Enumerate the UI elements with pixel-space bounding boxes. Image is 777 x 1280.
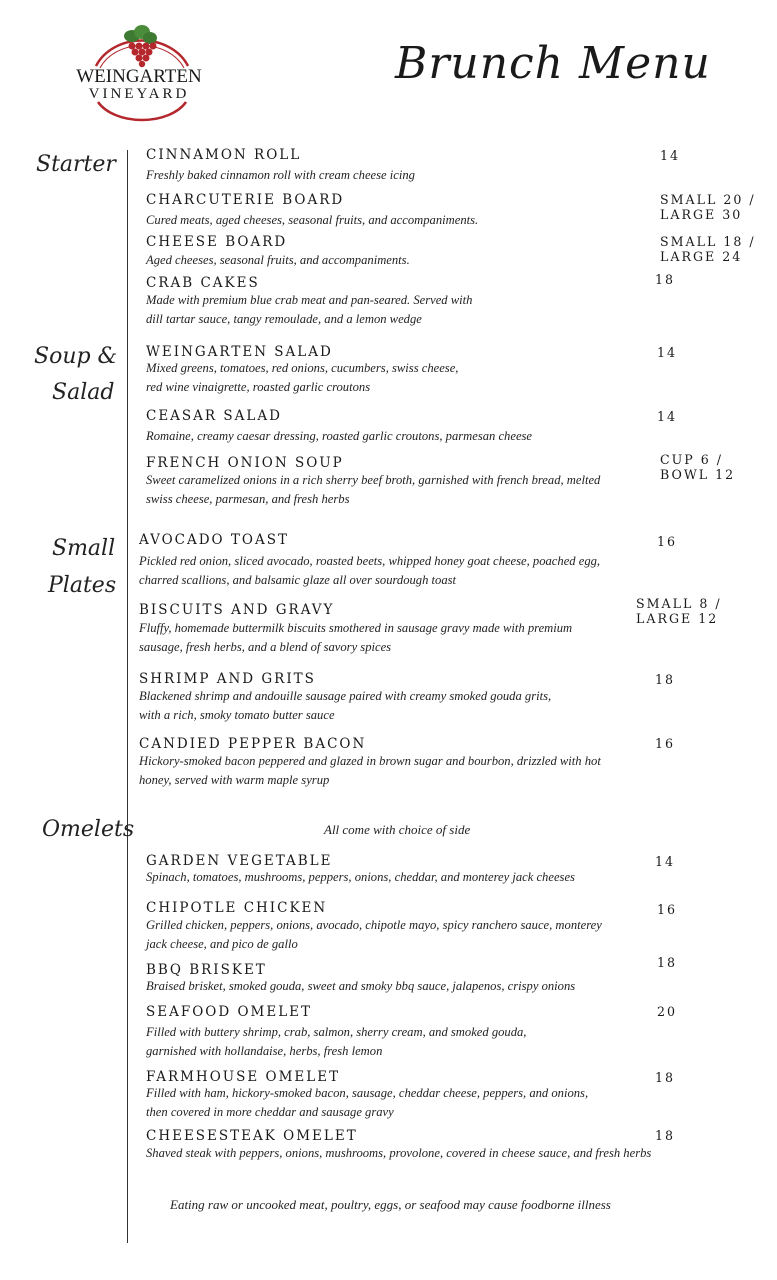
section-starter: Starter [36,152,116,177]
item-description: Braised brisket, smoked gouda, sweet and smoky bbq sauce, jalapenos, crispy onions [146,979,576,993]
item-price: 16 [657,902,678,917]
page-title: Brunch Menu [395,38,711,89]
item-price-line2: LARGE 24 [660,249,743,264]
item-description: Shaved steak with peppers, onions, mushrooms, provolone, covered in cheese sauce, and fresh herbs [146,1146,652,1160]
item-description-line2: charred scallions, and balsamic glaze all over sourdough toast [139,573,457,587]
item-description: Romaine, creamy caesar dressing, roasted garlic croutons, parmesan cheese [146,429,533,443]
item-description-line2: dill tartar sauce, tangy remoulade, and a lemon wedge [146,312,422,326]
item-description: Filled with buttery shrimp, crab, salmon, sherry cream, and smoked gouda, [146,1025,527,1039]
item-description: Mixed greens, tomatoes, red onions, cucumbers, swiss cheese, [146,361,459,375]
item-description-line2: swiss cheese, parmesan, and fresh herbs [146,492,350,506]
item-price: 18 [655,272,676,287]
item-name: AVOCADO TOAST [139,532,289,548]
logo-subtitle: VINEYARD [88,86,190,102]
item-price: 14 [655,854,676,869]
item-name: CINNAMON ROLL [146,147,302,163]
item-name: GARDEN VEGETABLE [146,853,333,869]
section-soup-salad-line1: Soup & [34,344,118,369]
item-description: Filled with ham, hickory-smoked bacon, sausage, cheddar cheese, peppers, and onions, [146,1086,589,1100]
item-description-line2: garnished with hollandaise, herbs, fresh lemon [146,1044,383,1058]
item-description-line2: red wine vinaigrette, roasted garlic croutons [146,380,371,394]
item-price: 18 [655,1070,676,1085]
item-description: Spinach, tomatoes, mushrooms, peppers, onions, cheddar, and monterey jack cheeses [146,870,575,884]
item-description-line2: sausage, fresh herbs, and a blend of savory spices [139,640,392,654]
item-description: Grilled chicken, peppers, onions, avocado, chipotle mayo, spicy ranchero sauce, monterey [146,918,602,932]
item-price: SMALL 18 / [660,234,756,249]
item-name: SEAFOOD OMELET [146,1004,313,1020]
item-description-line2: honey, served with warm maple syrup [139,773,330,787]
item-description: Fluffy, homemade buttermilk biscuits smothered in sausage gravy made with premium [139,621,573,635]
item-price: 20 [657,1004,678,1019]
item-name: CHEESE BOARD [146,234,288,250]
item-description: Aged cheeses, seasonal fruits, and accompaniments. [146,253,410,267]
section-small-plates-line2: Plates [48,573,117,598]
item-name: FARMHOUSE OMELET [146,1069,341,1085]
item-price: SMALL 8 / [636,596,722,611]
item-description-line2: with a rich, smoky tomato butter sauce [139,708,335,722]
footer-disclaimer: Eating raw or uncooked meat, poultry, eggs, or seafood may cause foodborne illness [170,1197,611,1212]
item-description-line2: jack cheese, and pico de gallo [146,937,298,951]
item-price: 14 [657,409,678,424]
item-price: 18 [655,1128,676,1143]
item-price: 16 [655,736,676,751]
section-small-plates-line1: Small [52,536,116,561]
logo-name: WEINGARTEN [76,66,202,87]
item-name: CHARCUTERIE BOARD [146,192,345,208]
item-description: Sweet caramelized onions in a rich sherry beef broth, garnished with french bread, melted [146,473,601,487]
item-price: 14 [657,345,678,360]
section-soup-salad-line2: Salad [52,380,115,405]
item-description: Cured meats, aged cheeses, seasonal fruits, and accompaniments. [146,213,479,227]
vertical-divider [127,150,128,1243]
item-name: BISCUITS AND GRAVY [139,602,335,618]
item-name: CHEESESTEAK OMELET [146,1128,358,1144]
item-name: BBQ BRISKET [146,962,267,978]
item-price: 16 [657,534,678,549]
item-name: CRAB CAKES [146,275,260,291]
item-name: CANDIED PEPPER BACON [139,736,367,752]
item-price: 18 [655,672,676,687]
item-description: Blackened shrimp and andouille sausage paired with creamy smoked gouda grits, [139,689,552,703]
omelets-side-note: All come with choice of side [324,822,471,837]
item-price-line2: LARGE 12 [636,611,719,626]
item-price: 18 [657,955,678,970]
item-price: SMALL 20 / [660,192,756,207]
item-price: 14 [660,148,681,163]
item-name: CEASAR SALAD [146,408,282,424]
item-description: Pickled red onion, sliced avocado, roasted beets, whipped honey goat cheese, poached egg, [139,554,601,568]
item-description: Freshly baked cinnamon roll with cream cheese icing [146,168,415,182]
item-price-line2: BOWL 12 [660,467,736,482]
item-name: WEINGARTEN SALAD [146,344,333,360]
item-price: CUP 6 / [660,452,723,467]
item-name: SHRIMP AND GRITS [139,671,316,687]
item-description-line2: then covered in more cheddar and sausage gravy [146,1105,394,1119]
item-description: Hickory-smoked bacon peppered and glazed in brown sugar and bourbon, drizzled with hot [139,754,601,768]
section-omelets: Omelets [42,817,135,842]
item-name: CHIPOTLE CHICKEN [146,900,328,916]
item-name: FRENCH ONION SOUP [146,455,344,471]
item-description: Made with premium blue crab meat and pan-seared. Served with [146,293,473,307]
item-price-line2: LARGE 30 [660,207,743,222]
